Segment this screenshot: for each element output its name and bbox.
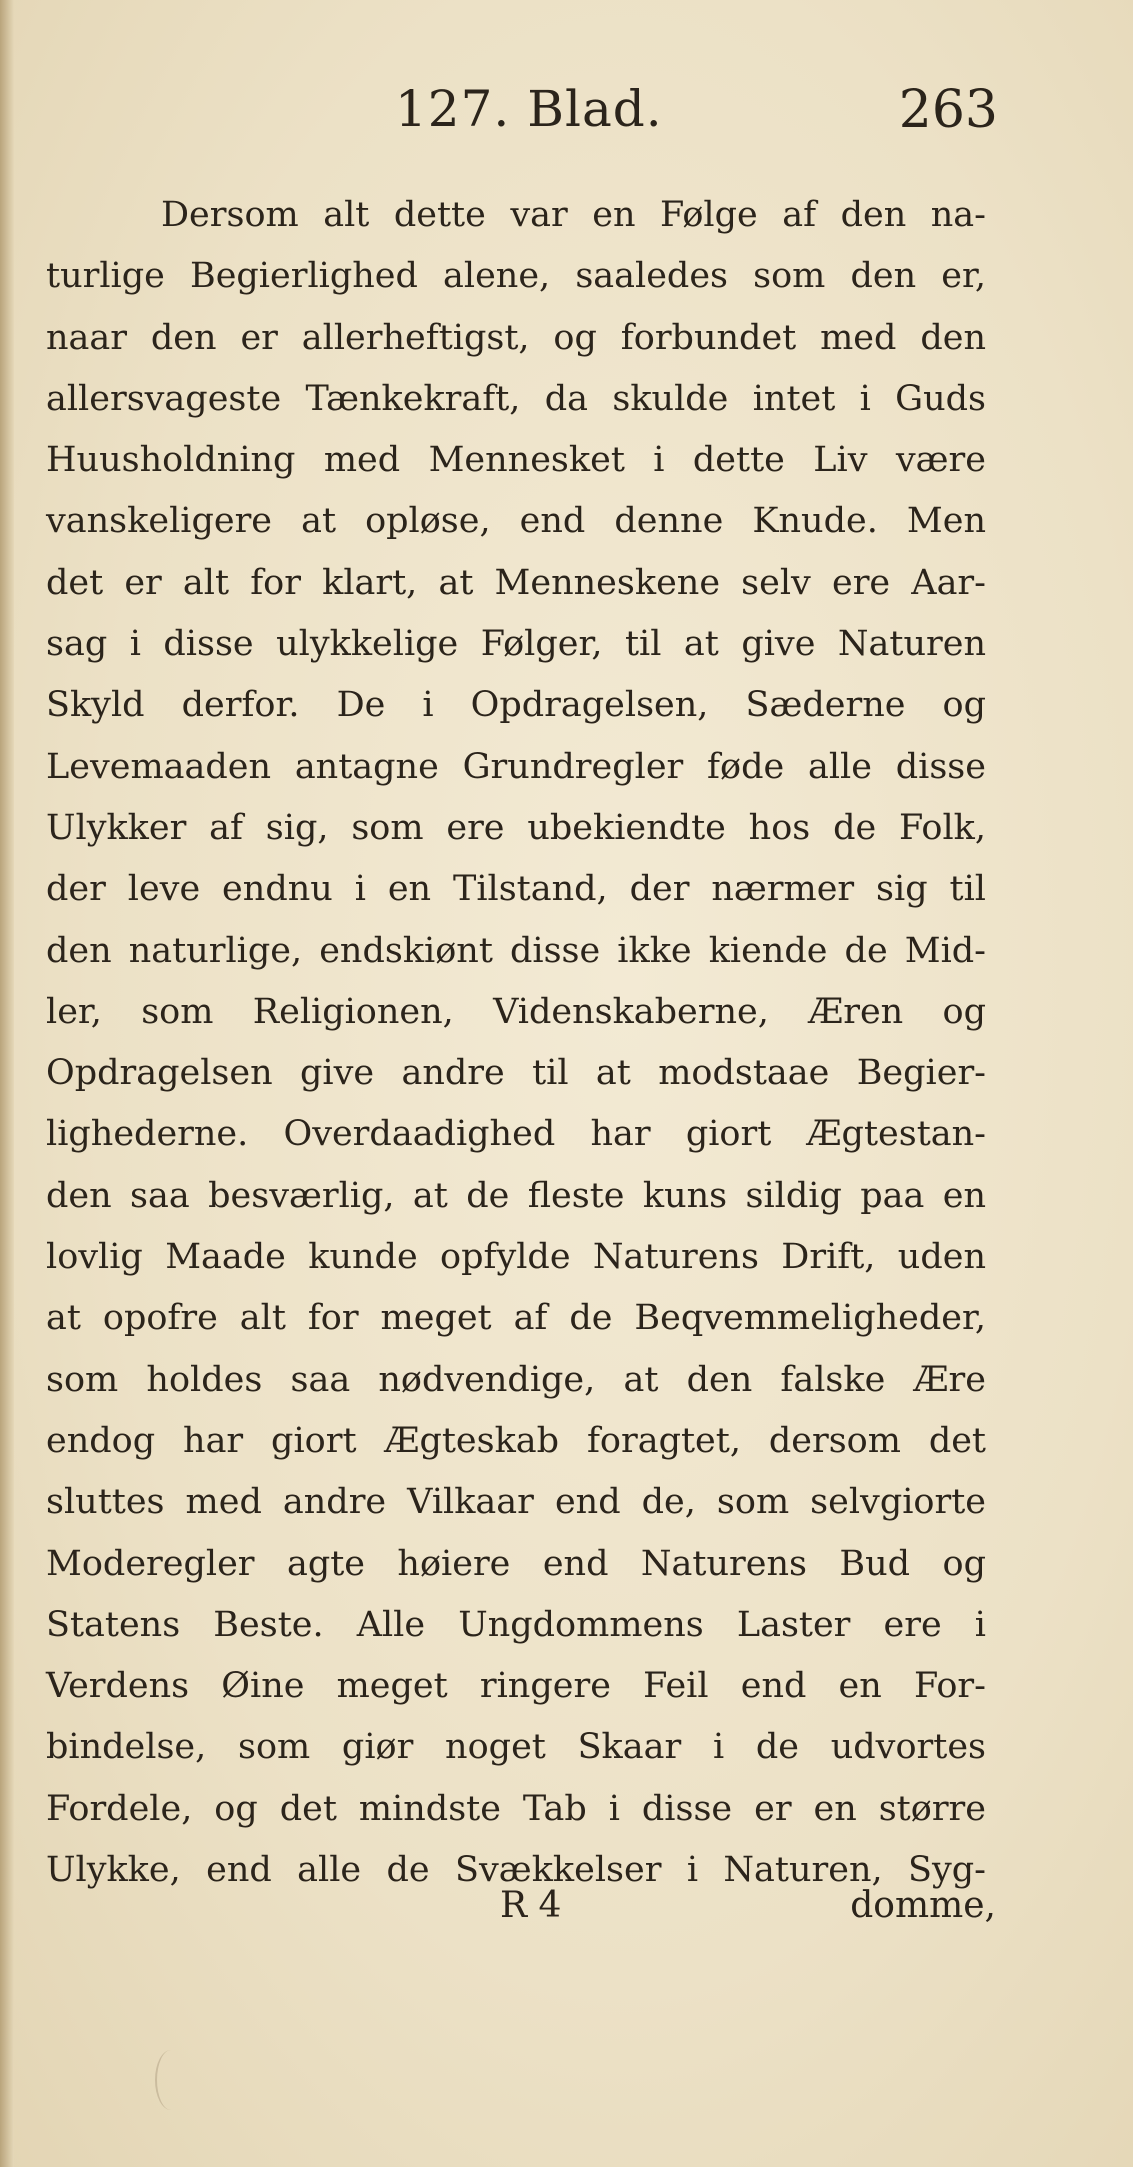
text-line: lighederne. Overdaadighed har giort Ægtestan- xyxy=(46,1114,986,1155)
text-line: Opdragelsen give andre til at modstaae Begier- xyxy=(46,1053,986,1094)
text-line: Moderegler agte høiere end Naturens Bud og xyxy=(46,1543,986,1584)
text-line: det er alt for klart, at Menneskene selv ere Aar- xyxy=(46,562,986,603)
text-line: den naturlige, endskiønt disse ikke kiende de Mid- xyxy=(46,930,986,971)
page-gutter-edge xyxy=(0,0,14,2167)
text-line: sag i disse ulykkelige Følger, til at give Naturen xyxy=(46,624,986,665)
text-line: allersvageste Tænkekraft, da skulde intet i Guds xyxy=(46,378,986,419)
text-line: der leve endnu i en Tilstand, der nærmer sig til xyxy=(46,869,986,910)
body-text xyxy=(46,185,986,1901)
text-line: den saa besværlig, at de fleste kuns sildig paa en xyxy=(46,1175,986,1216)
signature-mark: R 4 xyxy=(500,1885,562,1926)
text-line: lovlig Maade kunde opfylde Naturens Drift, uden xyxy=(46,1237,986,1278)
running-head: 127. Blad. xyxy=(395,80,663,138)
text-line: Ulykke, end alle de Svækkelser i Naturen, Syg- xyxy=(46,1850,986,1891)
text-line: bindelse, som giør noget Skaar i de udvortes xyxy=(46,1727,986,1768)
page-number: 263 xyxy=(898,80,998,140)
text-line: sluttes med andre Vilkaar end de, som selvgiorte xyxy=(46,1482,986,1523)
text-line: Levemaaden antagne Grundregler føde alle disse xyxy=(46,746,986,787)
text-line: Verdens Øine meget ringere Feil end en For- xyxy=(46,1666,986,1707)
text-line: turlige Begierlighed alene, saaledes som den er, xyxy=(46,256,986,297)
text-line: Fordele, og det mindste Tab i disse er en større xyxy=(46,1788,986,1829)
text-line: Ulykker af sig, som ere ubekiendte hos de Folk, xyxy=(46,807,986,848)
text-line: Dersom alt dette var en Følge af den na- xyxy=(161,195,986,235)
text-line: vanskeligere at opløse, end denne Knude. Men xyxy=(46,501,986,542)
text-line: Skyld derfor. De i Opdragelsen, Sæderne og xyxy=(46,685,986,726)
text-line: Huusholdning med Mennesket i dette Liv være xyxy=(46,440,986,481)
text-line: endog har giort Ægteskab foragtet, dersom det xyxy=(46,1420,986,1461)
catchword: domme, xyxy=(850,1885,996,1926)
text-line: som holdes saa nødvendige, at den falske Ære xyxy=(46,1359,986,1400)
page-footer xyxy=(0,1885,1133,1945)
text-line: at opofre alt for meget af de Beqvemmeligheder, xyxy=(46,1298,986,1339)
text-line: Statens Beste. Alle Ungdommens Laster ere i xyxy=(46,1604,986,1645)
text-line: ler, som Religionen, Videnskaberne, Æren og xyxy=(46,991,986,1032)
paper-blemish xyxy=(155,2050,187,2110)
page-header xyxy=(0,80,1133,150)
text-line: naar den er allerheftigst, og forbundet med den xyxy=(46,317,986,358)
